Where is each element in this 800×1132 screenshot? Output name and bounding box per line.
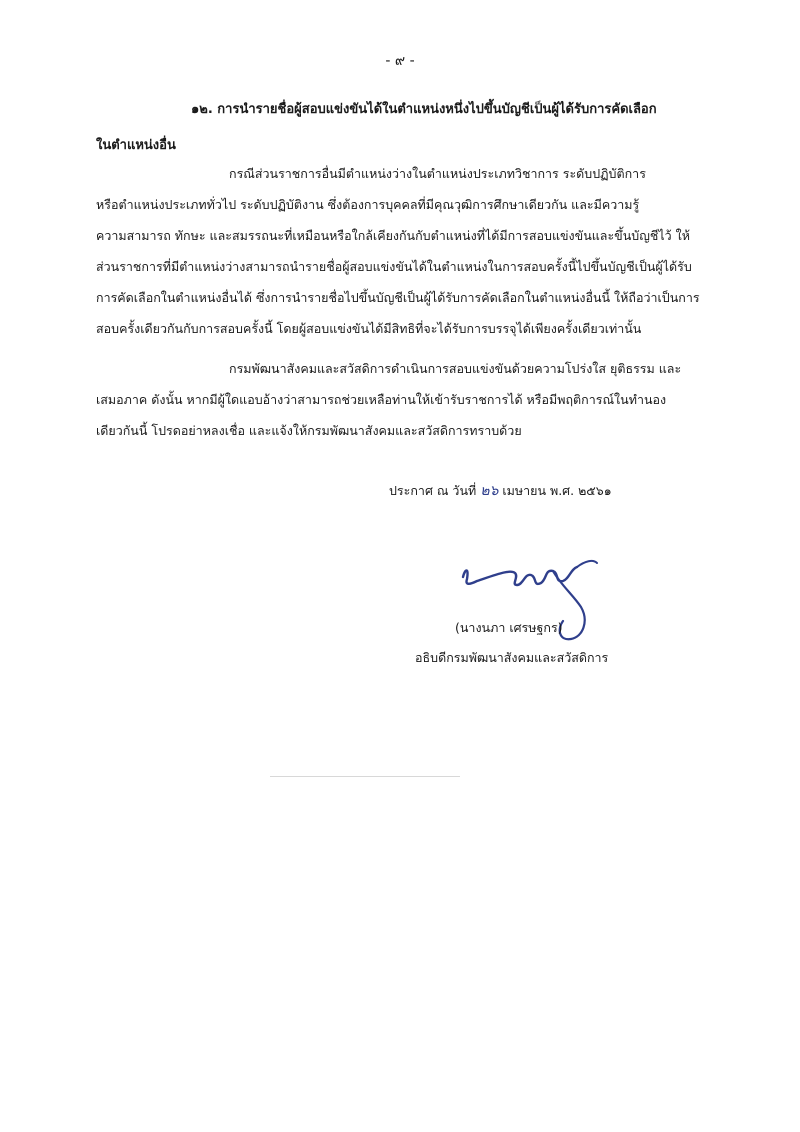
section-heading-line-2: ในตำแหน่งอื่น [96,138,176,153]
paragraph-selection-list [96,158,716,344]
paragraph-line: เดียวกันนี้ โปรดอย่าหลงเชื่อ และแจ้งให้กรมพัฒนาสังคมและสวัสดิการทราบด้วย [96,423,522,438]
paragraph-line: ความสามารถ ทักษะ และสมรรถนะที่เหมือนหรือใกล้เคียงกันกับตำแหน่งที่ได้มีการสอบแข่งขันและขึ้นบัญชีไว้ ให้ [96,228,690,243]
paragraph-line: หรือตำแหน่งประเภททั่วไป ระดับปฏิบัติงาน ซึ่งต้องการบุคคลที่มีคุณวุฒิการศึกษาเดียวกัน และมีความรู้ [96,197,640,212]
paragraph-line: การคัดเลือกในตำแหน่งอื่นได้ ซึ่งการนำรายชื่อไปขึ้นบัญชีเป็นผู้ได้รับการคัดเลือกในตำแหน่งอื่นนี้ ให้ถือว่าเป็นการ [96,290,700,305]
announcement-prefix: ประกาศ ณ วันที่ [389,483,477,498]
section-heading [96,92,736,164]
announcement-day: ๒๖ [480,483,499,499]
signatory-name: (นางนภา เศรษฐกร) [455,620,563,635]
paragraph-line: สอบครั้งเดียวกันกับการสอบครั้งนี้ โดยผู้สอบแข่งขันได้มีสิทธิที่จะได้รับการบรรจุได้เพียงครั้งเดียวเท่านั้น [96,321,642,336]
signatory-title: อธิบดีกรมพัฒนาสังคมและสวัสดิการ [415,650,609,665]
paragraph-line: ส่วนราชการที่มีตำแหน่งว่างสามารถนำรายชื่อผู้สอบแข่งขันได้ในตำแหน่งในการสอบครั้งนี้ไปขึ้นบัญชีเป็นผู้ได้รับ [96,259,692,274]
paragraph-line: กรมพัฒนาสังคมและสวัสดิการดำเนินการสอบแข่งขันด้วยความโปร่งใส ยุติธรรม และ [229,361,682,376]
page-number: - ๙ - [385,53,415,69]
announcement-date [389,480,612,502]
footer-divider [270,776,460,777]
paragraph-line: กรณีส่วนราชการอื่นมีตำแหน่งว่างในตำแหน่งประเภทวิชาการ ระดับปฏิบัติการ [229,166,646,181]
section-heading-line-1: ๑๒. การนำรายชื่อผู้สอบแข่งขันได้ในตำแหน่งหนึ่งไปขึ้นบัญชีเป็นผู้ได้รับการคัดเลือก [191,102,657,117]
announcement-month-year: เมษายน พ.ศ. ๒๕๖๑ [502,483,612,498]
paragraph-transparency-notice [96,353,716,446]
paragraph-line: เสมอภาค ดังนั้น หากมีผู้ใดแอบอ้างว่าสามารถช่วยเหลือท่านให้เข้ารับราชการได้ หรือมีพฤติการณ์ในทำนอง [96,392,667,407]
